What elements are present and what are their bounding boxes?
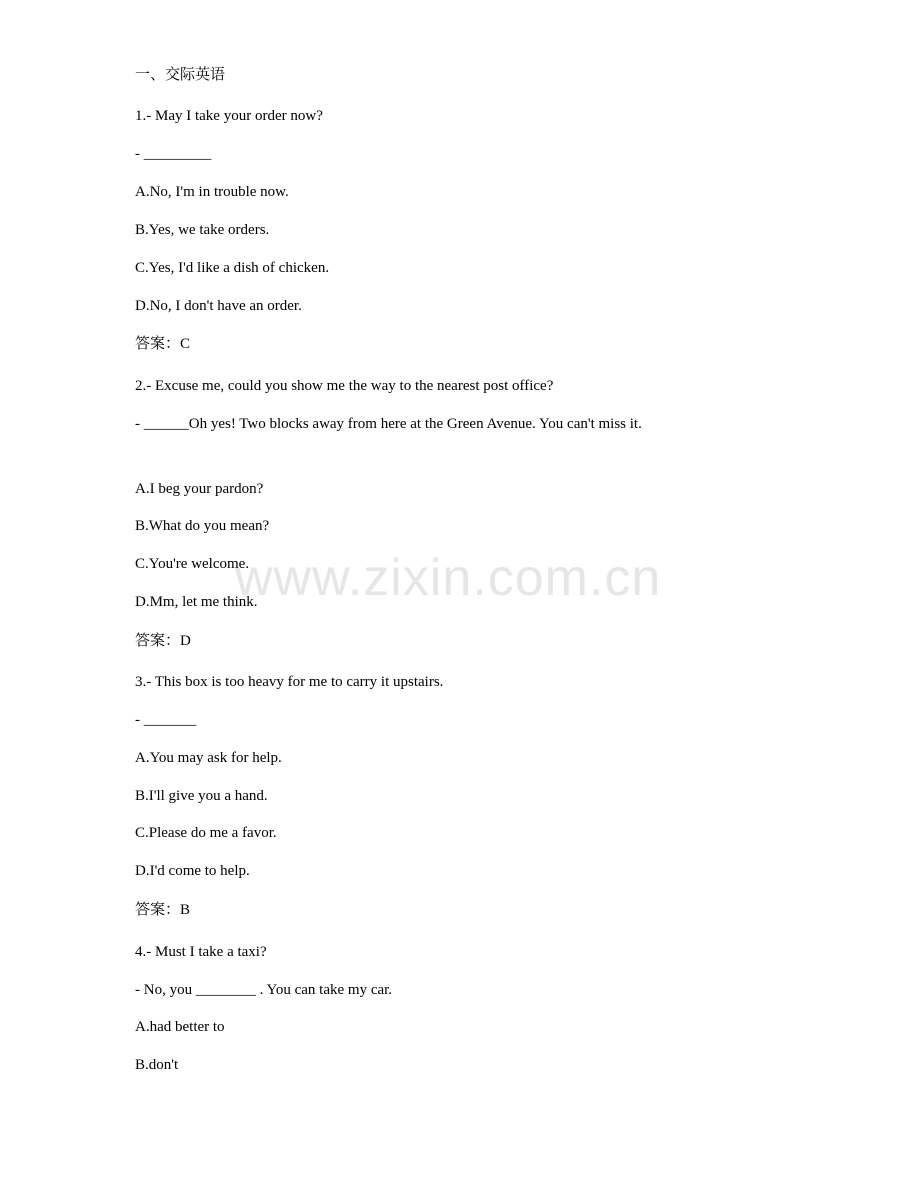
- question-4-prompt: 4.- Must I take a taxi?: [135, 944, 267, 960]
- question-2-prompt: 2.- Excuse me, could you show me the way to the nearest post office?: [135, 378, 554, 394]
- question-2-option-d: D.Mm, let me think.: [135, 594, 258, 610]
- question-3-prompt: 3.- This box is too heavy for me to carry it upstairs.: [135, 674, 444, 690]
- question-1-option-c: C.Yes, I'd like a dish of chicken.: [135, 260, 330, 276]
- question-3-blank: - _______: [135, 712, 197, 728]
- question-3-option-c: C.Please do me a favor.: [135, 825, 277, 841]
- question-1-prompt: 1.- May I take your order now?: [135, 108, 323, 124]
- question-1-option-b: B.Yes, we take orders.: [135, 222, 270, 238]
- question-3-option-d: D.I'd come to help.: [135, 863, 250, 879]
- question-3-answer: 答案：B: [135, 902, 191, 918]
- question-3-option-a: A.You may ask for help.: [135, 750, 282, 766]
- question-2-option-a: A.I beg your pardon?: [135, 481, 264, 497]
- question-2-answer: 答案：D: [135, 633, 191, 649]
- question-3-option-b: B.I'll give you a hand.: [135, 788, 268, 804]
- question-1-blank: - _________: [135, 146, 212, 162]
- question-4-option-a: A.had better to: [135, 1019, 225, 1035]
- question-2-option-b: B.What do you mean?: [135, 518, 270, 534]
- question-1-option-a: A.No, I'm in trouble now.: [135, 184, 289, 200]
- question-1-answer: 答案：C: [135, 336, 191, 352]
- section-heading: 一、交际英语: [135, 67, 226, 83]
- watermark: www.zixin.com.cn: [235, 549, 662, 607]
- question-4-blank: - No, you ________ . You can take my car.: [135, 982, 393, 998]
- question-4-option-b: B.don't: [135, 1057, 179, 1073]
- question-2-blank: - ______Oh yes! Two blocks away from here at the Green Avenue. You can't miss it.: [135, 416, 642, 432]
- question-2-option-c: C.You're welcome.: [135, 556, 250, 572]
- question-1-option-d: D.No, I don't have an order.: [135, 298, 302, 314]
